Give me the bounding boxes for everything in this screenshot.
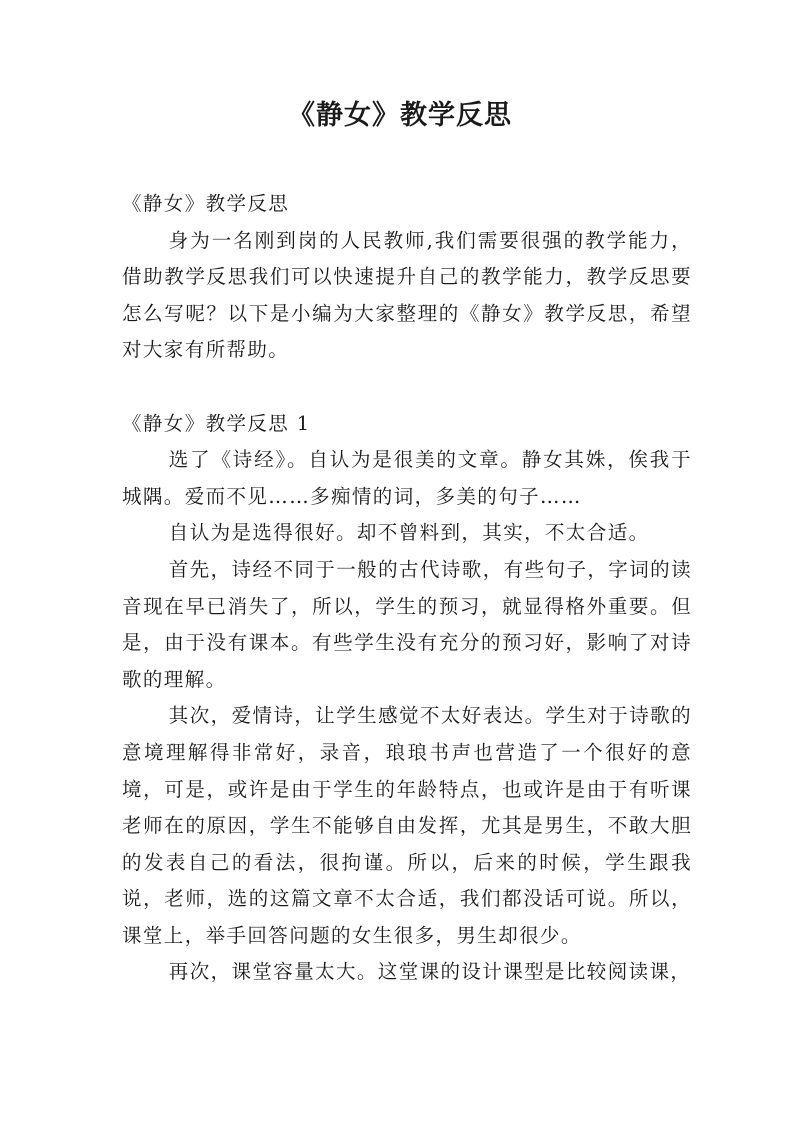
section-spacer: [122, 369, 692, 406]
body-paragraph: 自认为是选得很好。却不曾料到，其实，不太合适。: [168, 521, 650, 545]
intro-heading: 《静女》教学反思: [122, 192, 290, 215]
document-body: [122, 186, 692, 991]
body-paragraph: 再次，课堂容量太大。这堂课的设计课型是比较阅读课，: [168, 960, 692, 984]
body-paragraph: 首先，诗经不同于一般的古代诗歌，有些句子，字词的读音现在早已消失了，所以，学生的预习，就显得格外重要。但是，由于没有课本。有些学生没有充分的预习好，影响了对诗歌的理解。: [122, 557, 692, 691]
body-paragraph: 选了《诗经》。自认为是很美的文章。静女其姝，俟我于城隅。爱而不见……多痴情的词，多美的句子……: [122, 448, 692, 508]
section-heading: 《静女》教学反思 1: [122, 411, 311, 435]
body-paragraph: 其次，爱情诗，让学生感觉不太好表达。学生对于诗歌的意境理解得非常好，录音，琅琅书声也营造了一个很好的意境，可是，或许是由于学生的年龄特点，也或许是由于有听课老师在的原因，学生不能够自由发挥，尤其是男生，不敢大胆的发表自己的看法，很拘谨。所以，后来的时候，学生跟我说，老师，选的这篇文章不太合适，我们都没话可说。所以，课堂上，举手回答问题的女生很多，男生却很少。: [122, 704, 692, 947]
intro-paragraph: 身为一名刚到岗的人民教师,我们需要很强的教学能力，借助教学反思我们可以快速提升自己的教学能力，教学反思要怎么写呢？以下是小编为大家整理的《静女》教学反思，希望对大家有所帮助。: [122, 228, 692, 362]
document-title: 《静女》教学反思: [288, 100, 512, 131]
